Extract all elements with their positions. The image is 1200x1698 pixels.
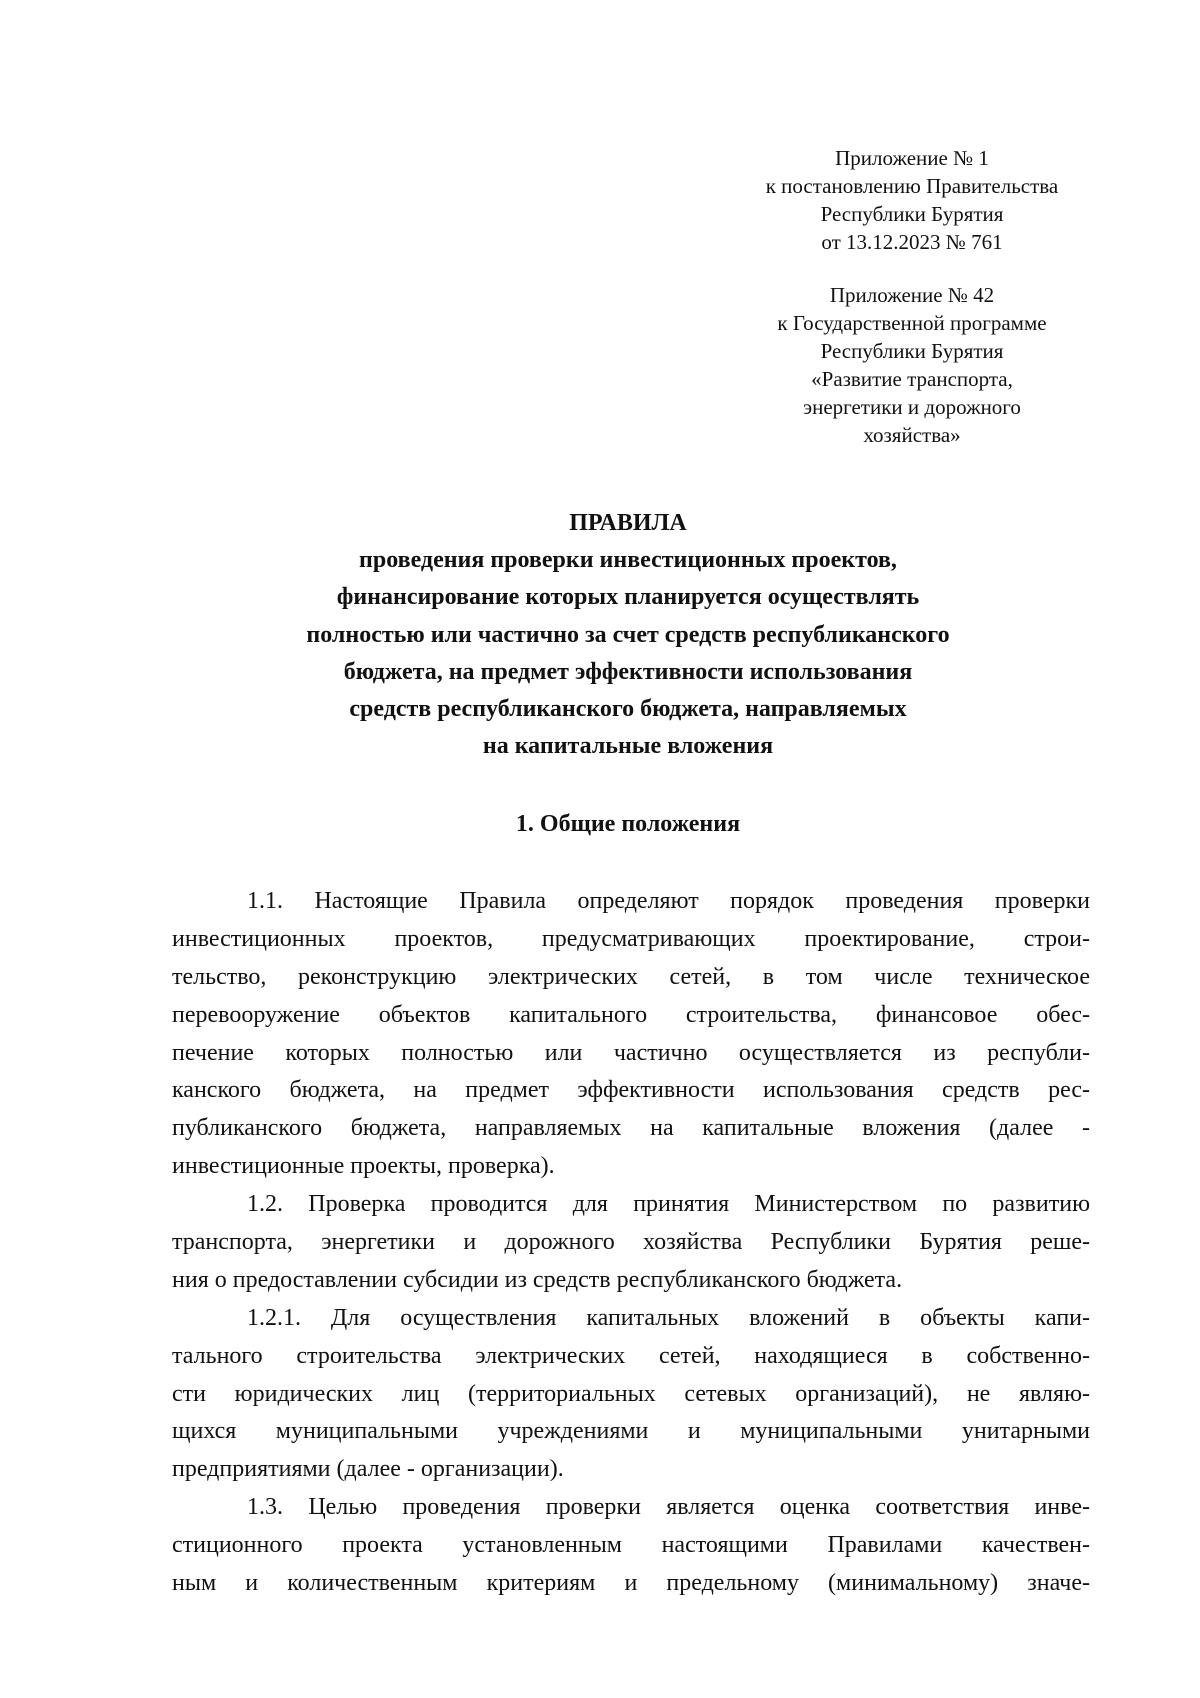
title-line: средств республиканского бюджета, направляемых — [349, 696, 907, 723]
paragraph-line: инвестиционные проекты, проверка). — [172, 1153, 555, 1180]
appendix-1-line: Приложение № 1 — [835, 146, 989, 170]
section-body — [172, 883, 1090, 1603]
appendix-1-line: к постановлению Правительства — [765, 174, 1059, 198]
paragraph-line: сти юридических лиц (территориальных сетевых организаций), не являю- — [172, 1380, 1090, 1407]
title-line: ПРАВИЛА — [569, 510, 687, 536]
paragraph-line: предприятиями (далее - организации). — [172, 1456, 564, 1483]
appendix-1-line: Республики Бурятия — [820, 202, 1004, 226]
paragraph-line: тального строительства электрических сетей, находящиеся в собственно- — [172, 1342, 1090, 1369]
paragraph-line: транспорта, энергетики и дорожного хозяйства Республики Бурятия реше- — [172, 1229, 1090, 1256]
title-line: на капитальные вложения — [482, 733, 774, 760]
paragraph-line: 1.2.1. Для осуществления капитальных вложений в объекты капи- — [247, 1304, 1090, 1331]
title-line: бюджета, на предмет эффективности использования — [343, 658, 913, 685]
appendix-42-line: хозяйства» — [863, 423, 961, 447]
paragraph-line: стиционного проекта установленным настоящими Правилами качествен- — [172, 1532, 1090, 1559]
title-line: финансирование которых планируется осуществлять — [336, 584, 920, 611]
paragraph-line: инвестиционных проектов, предусматривающих проектирование, строи- — [172, 925, 1090, 952]
appendix-42-line: к Государственной программе — [777, 311, 1047, 335]
paragraph-line: ния о предоставлении субсидии из средств республиканского бюджета. — [172, 1266, 903, 1293]
appendix-1-line: от 13.12.2023 № 761 — [821, 230, 1003, 254]
paragraph-line: печение которых полностью или частично осуществляется из республи- — [172, 1039, 1090, 1066]
title-line: полностью или частично за счет средств республиканского — [306, 621, 950, 648]
section-heading: 1. Общие положения — [515, 811, 741, 837]
paragraph-line: 1.1. Настоящие Правила определяют порядок проведения проверки — [247, 888, 1090, 914]
appendix-42-header — [742, 281, 1082, 449]
appendix-42-line: энергетики и дорожного — [803, 395, 1021, 419]
paragraph-line: тельство, реконструкцию электрических сетей, в том числе техническое — [172, 963, 1090, 990]
paragraph-line: щихся муниципальными учреждениями и муниципальными унитарными — [172, 1418, 1090, 1445]
appendix-42-line: Республики Бурятия — [820, 339, 1004, 363]
paragraph-line: ным и количественным критериям и предельному (минимальному) значе- — [172, 1570, 1090, 1597]
paragraph-line: публиканского бюджета, направляемых на капитальные вложения (далее - — [172, 1115, 1090, 1142]
appendix-1-header — [742, 144, 1082, 256]
document-title — [160, 505, 1096, 765]
appendix-42-line: «Развитие транспорта, — [811, 367, 1013, 391]
title-line: проведения проверки инвестиционных проектов, — [359, 547, 897, 574]
paragraph-line: перевооружение объектов капитального строительства, финансовое обес- — [172, 1001, 1090, 1028]
paragraph-line: канского бюджета, на предмет эффективности использования средств рес- — [172, 1077, 1090, 1104]
paragraph-line: 1.3. Целью проведения проверки является оценка соответствия инве- — [247, 1494, 1090, 1521]
appendix-42-line: Приложение № 42 — [829, 283, 995, 307]
paragraph-line: 1.2. Проверка проводится для принятия Министерством по развитию — [247, 1191, 1090, 1218]
